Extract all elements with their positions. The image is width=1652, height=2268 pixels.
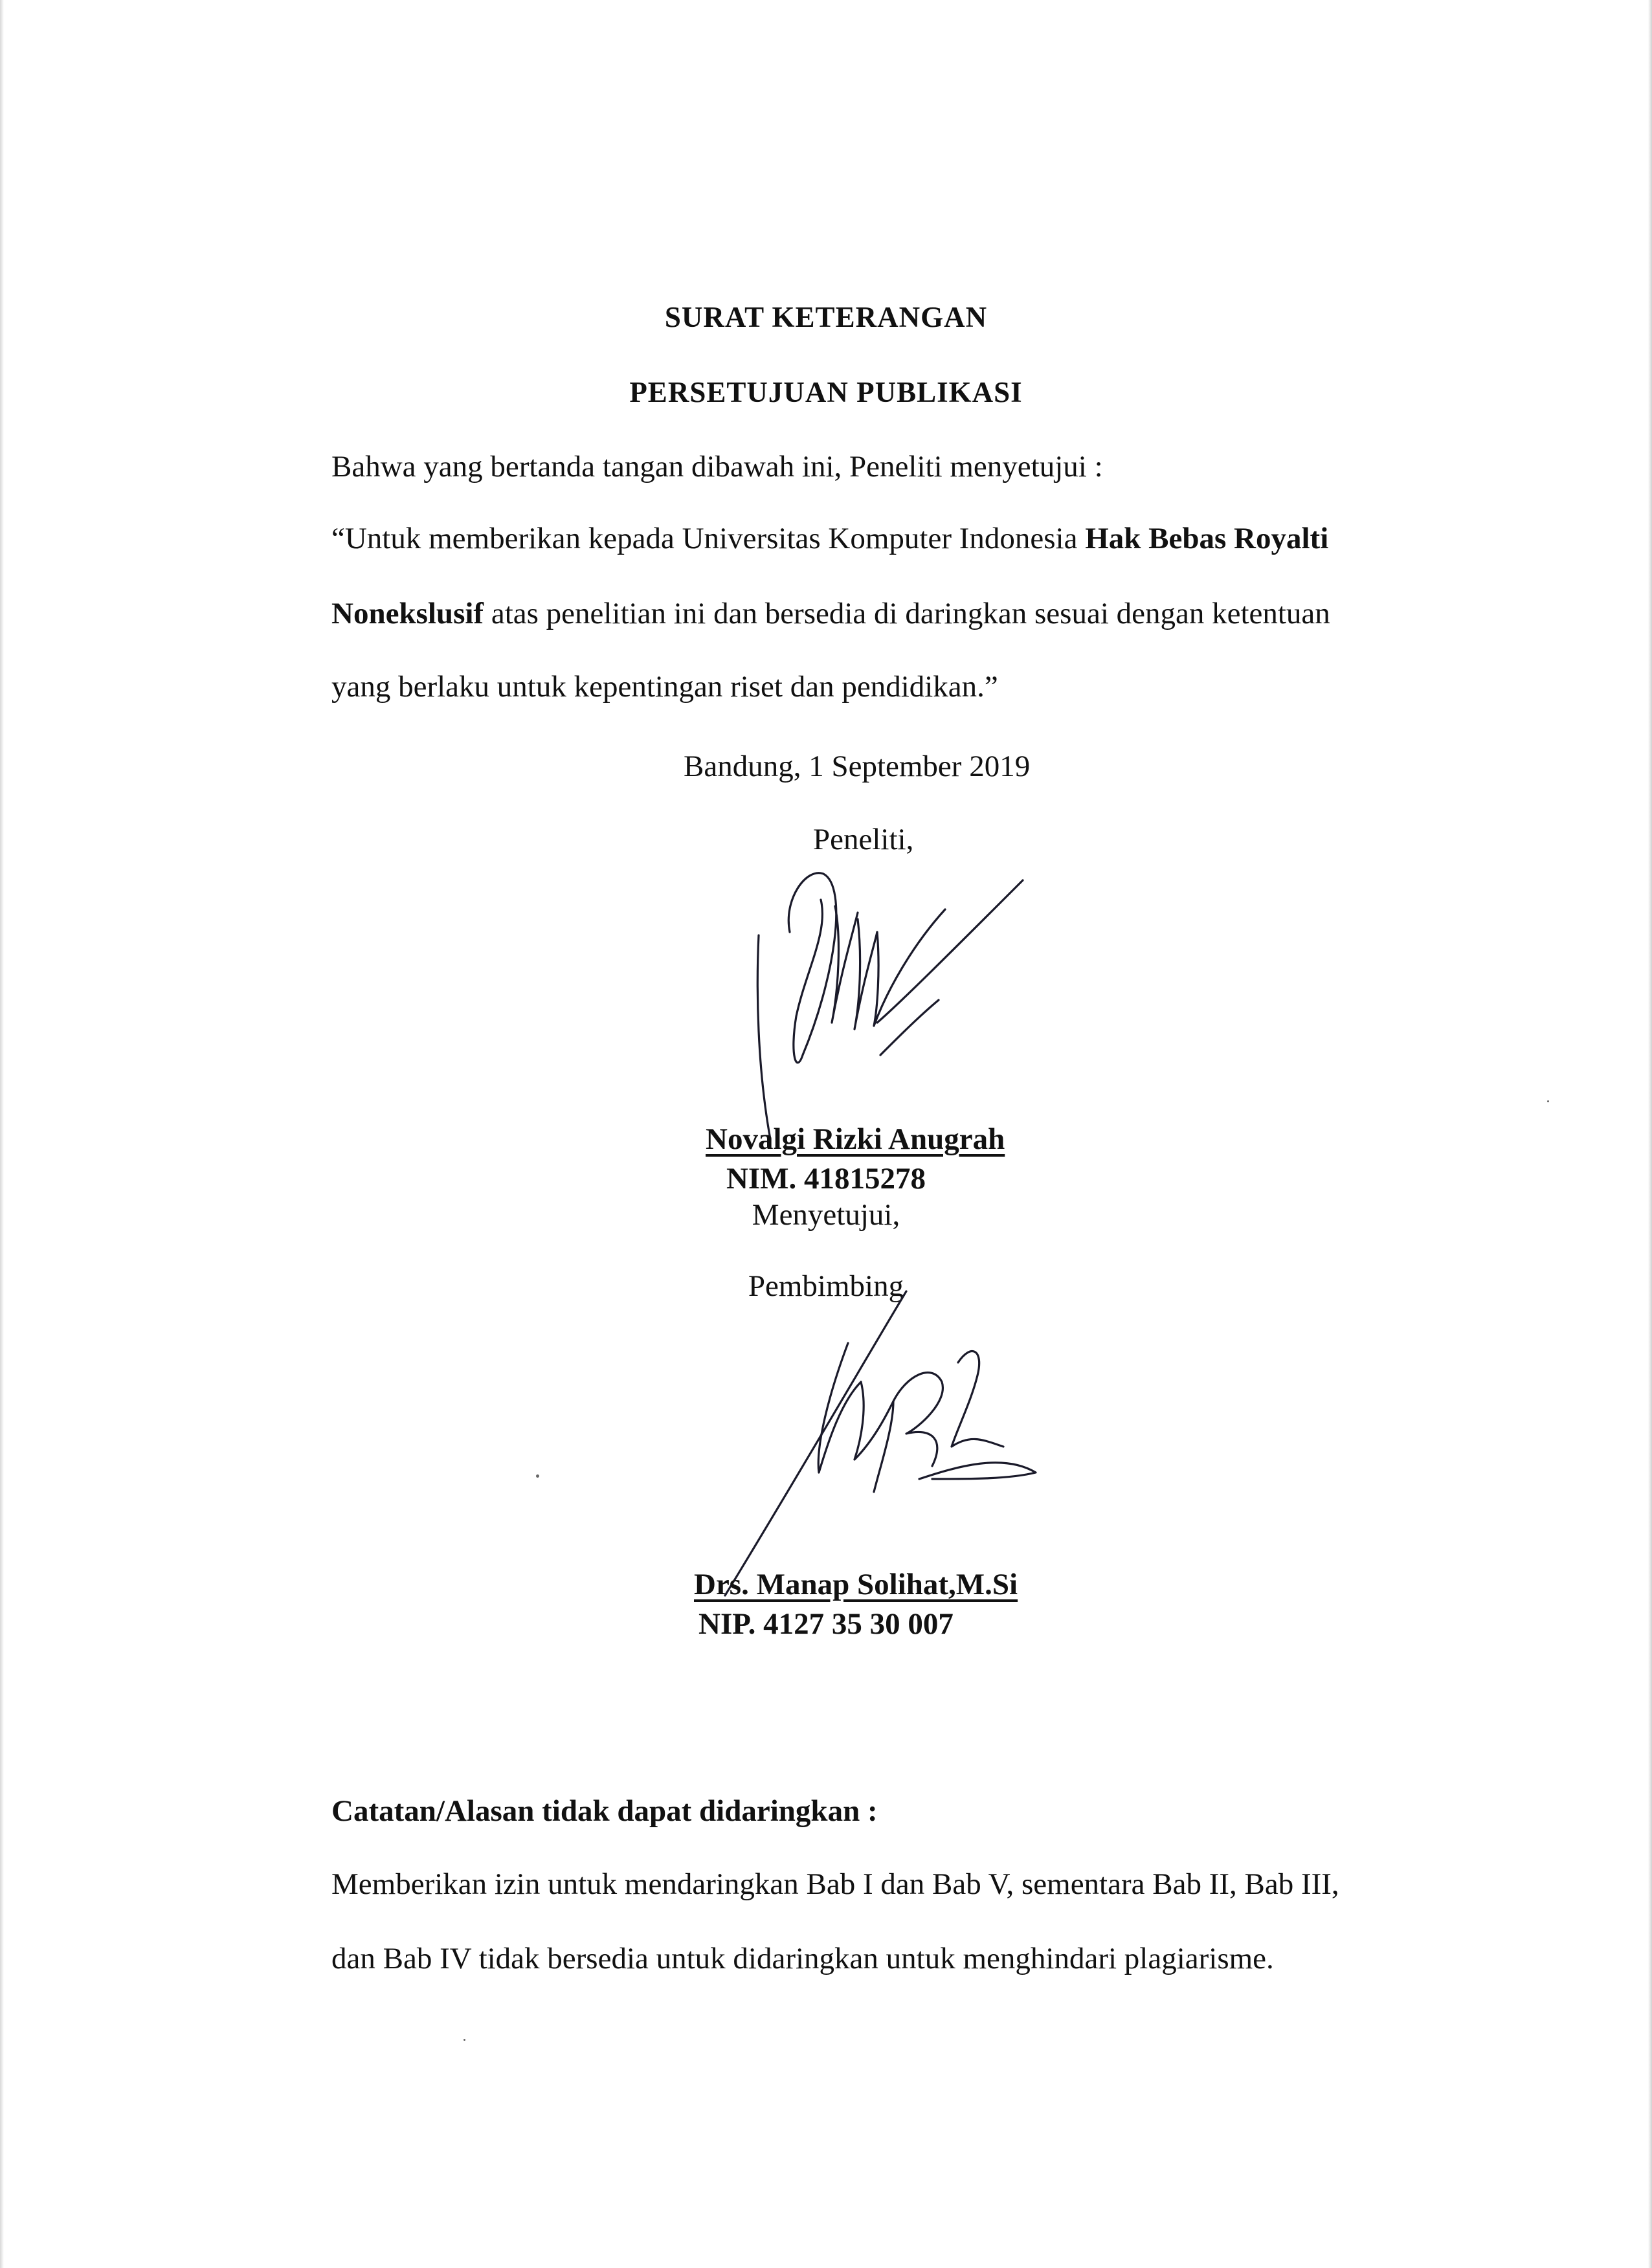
statement-line-2-plain: atas penelitian ini dan bersedia di daringkan sesuai dengan ketentuan <box>484 597 1330 630</box>
page-edge-left <box>0 0 4 2268</box>
supervisor-name: Drs. Manap Solihat,M.Si <box>694 1568 1018 1601</box>
note-line-2: dan Bab IV tidak bersedia untuk didaringkan untuk menghindari plagiarisme. <box>331 1942 1274 1975</box>
approval-label: Menyetujui, <box>752 1198 900 1232</box>
statement-line-2 <box>331 599 1330 629</box>
researcher-name: Novalgi Rizki Anugrah <box>706 1122 1005 1156</box>
supervisor-nip: NIP. 4127 35 30 007 <box>698 1607 954 1641</box>
note-line-1: Memberikan izin untuk mendaringkan Bab I dan Bab V, sementara Bab II, Bab III, <box>331 1867 1339 1901</box>
researcher-signature <box>744 861 1042 1165</box>
statement-line-1-bold: Hak Bebas Royalti <box>1085 522 1329 555</box>
document-subtitle: PERSETUJUAN PUBLIKASI <box>629 376 1023 408</box>
statement-line-1-plain: “Untuk memberikan kepada Universitas Komputer Indonesia <box>331 522 1086 555</box>
supervisor-role: Pembimbing <box>748 1269 904 1303</box>
scan-speck <box>1547 1100 1549 1102</box>
supervisor-signature <box>699 1285 1062 1608</box>
note-title: Catatan/Alasan tidak dapat didaringkan : <box>331 1794 878 1828</box>
researcher-nim: NIM. 41815278 <box>726 1162 926 1195</box>
statement-line-1 <box>331 524 1328 554</box>
statement-line-2-bold: Nonekslusif <box>331 597 484 630</box>
place-date: Bandung, 1 September 2019 <box>684 750 1031 783</box>
scan-speck <box>463 2039 465 2041</box>
researcher-role: Peneliti, <box>813 823 914 856</box>
statement-line-3: yang berlaku untuk kepentingan riset dan pendidikan.” <box>331 670 998 704</box>
intro-text: Bahwa yang bertanda tangan dibawah ini, Peneliti menyetujui : <box>331 450 1103 484</box>
page-edge-right <box>1648 0 1652 2268</box>
document-title: SURAT KETERANGAN <box>664 301 988 333</box>
scan-speck <box>536 1474 539 1478</box>
